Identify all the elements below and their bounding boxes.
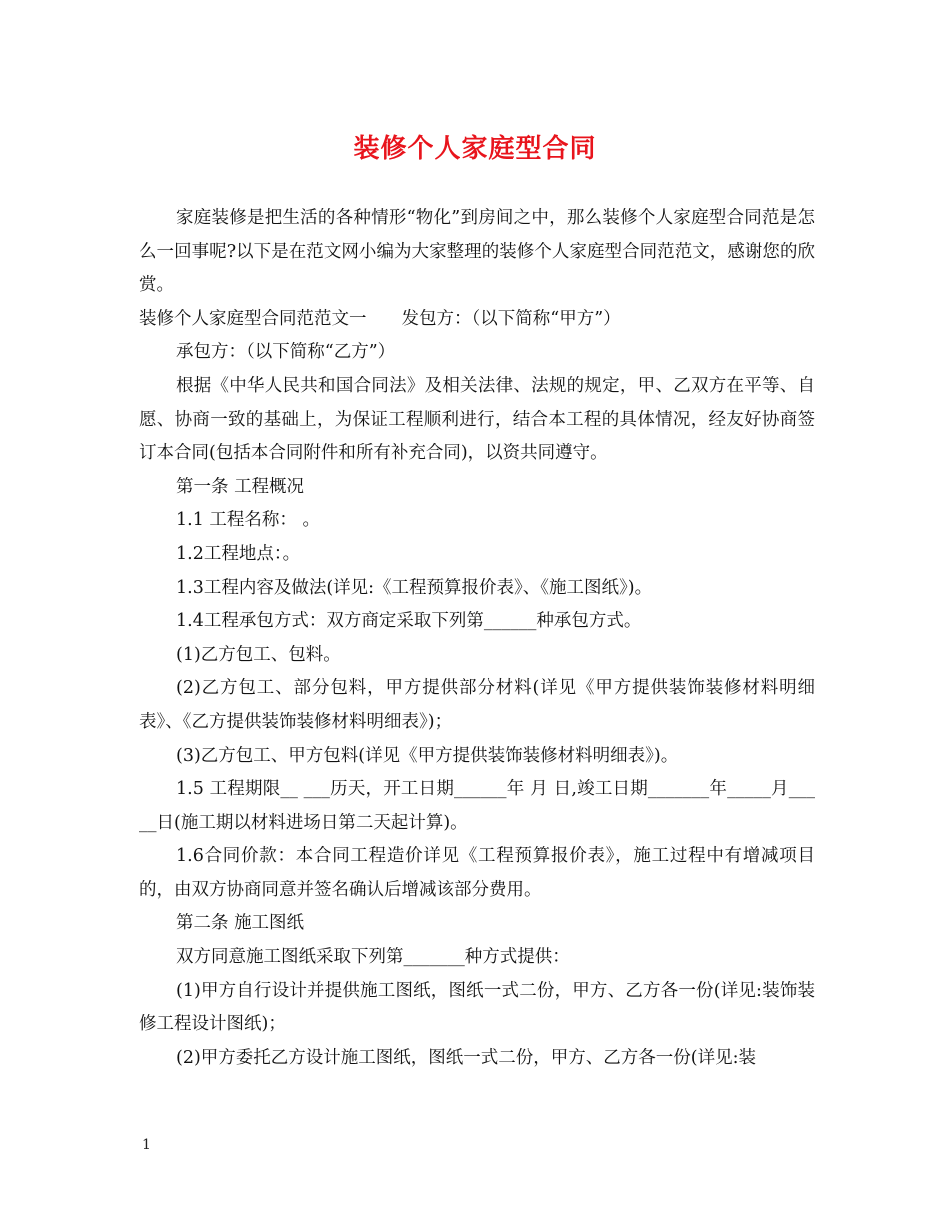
paragraph-legal-basis: 根据《中华人民共和国合同法》及相关法律、法规的规定，甲、乙双方在平等、自愿、协商一致的基础上，为保证工程顺利进行，结合本工程的具体情况，经友好协商签订本合同(包括本合同附件和所有补充合同)，以资共同遵守。 (139, 375, 815, 464)
clause-1-5: 1.5 工程期限__ ___历天，开工日期______年 月 日,竣工日期_______年_____月_____日(施工期以材料进场日第二天起计算)。 (139, 779, 815, 833)
clause-1-6: 1.6合同价款：本合同工程造价详见《工程预算报价表》，施工过程中有增减项目的，由双方协商同意并签名确认后增减该部分费用。 (139, 846, 815, 900)
option-3: (3)乙方包工、甲方包料(详见《甲方提供装饰装修材料明细表》)。 (176, 745, 679, 766)
drawings-option-2: (2)甲方委托乙方设计施工图纸，图纸一式二份，甲方、乙方各一份(详见:装 (176, 1047, 757, 1068)
drawings-method: 双方同意施工图纸采取下列第_______种方式提供： (176, 947, 570, 968)
page-number: 1 (142, 1137, 151, 1153)
option-1: (1)乙方包工、包料。 (176, 644, 341, 665)
option-2: (2)乙方包工、部分包料，甲方提供部分材料(详见《甲方提供装饰装修材料明细表》、《乙方提供装饰装修材料明细表》)； (139, 678, 815, 732)
article-2-heading: 第二条 施工图纸 (176, 913, 305, 934)
clause-1-1: 1.1 工程名称： 。 (176, 510, 320, 531)
paragraph-sample-heading: 装修个人家庭型合同范范文一 发包方：（以下简称“甲方”） (139, 308, 621, 329)
paragraph-contractor: 承包方：（以下简称“乙方”） (176, 342, 396, 363)
clause-1-3: 1.3工程内容及做法(详见:《工程预算报价表》、《施工图纸》)。 (176, 577, 653, 598)
document-body (139, 202, 815, 1075)
document-title: 装修个人家庭型合同 (353, 134, 597, 164)
paragraph-intro: 家庭装修是把生活的各种情形“物化”到房间之中，那么装修个人家庭型合同范是怎么一回事呢?以下是在范文网小编为大家整理的装修个人家庭型合同范范文，感谢您的欣赏。 (139, 208, 815, 296)
article-1-heading: 第一条 工程概况 (176, 476, 305, 497)
clause-1-4: 1.4工程承包方式：双方商定采取下列第______种承包方式。 (176, 611, 642, 632)
drawings-option-1: (1)甲方自行设计并提供施工图纸，图纸一式二份，甲方、乙方各一份(详见:装饰装修工程设计图纸)； (139, 980, 815, 1035)
clause-1-2: 1.2工程地点：。 (176, 543, 301, 564)
